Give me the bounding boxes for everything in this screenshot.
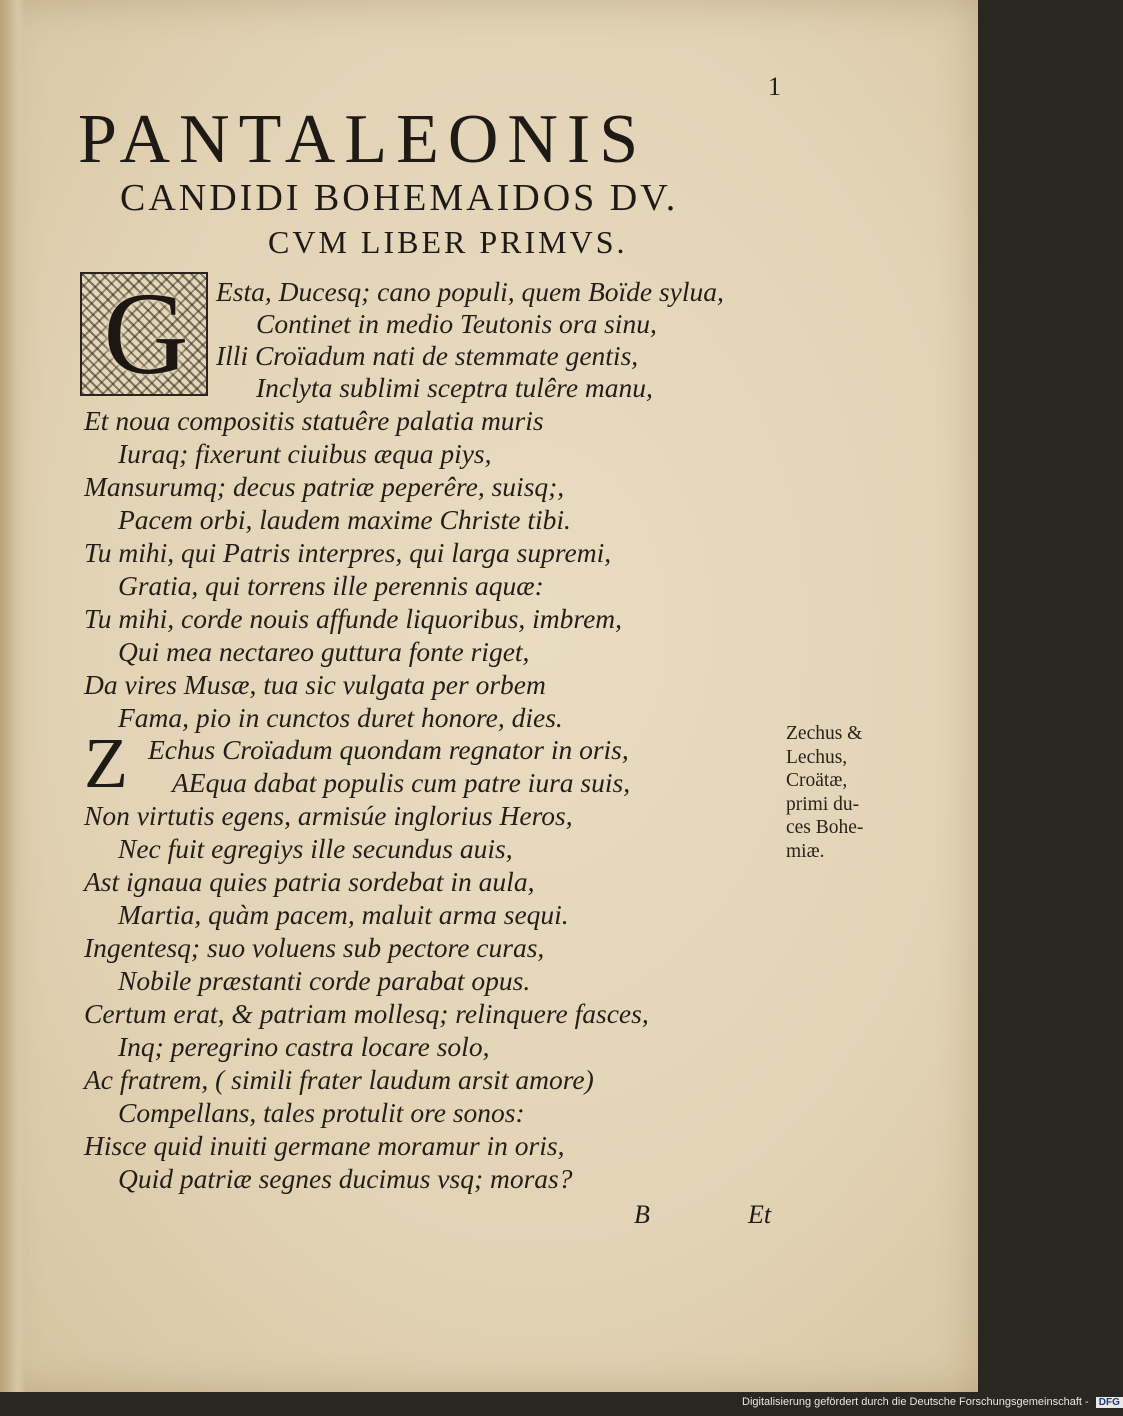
verse-line: Certum erat, & patriam mollesq; relinquere fasces, (84, 998, 649, 1029)
verse-line: Continet in medio Teutonis ora sinu, (256, 308, 657, 339)
margin-note-line: primi du- (786, 793, 860, 815)
verse-line: Tu mihi, corde nouis affunde liquoribus, imbrem, (84, 603, 623, 634)
verse-line: Ac fratrem, ( simili frater laudum arsit amore) (84, 1064, 594, 1095)
margin-note-line: Croätæ, (786, 770, 848, 791)
verse-line: Mansurumq; decus patriæ peperêre, suisq;, (84, 471, 565, 502)
margin-note-line: Lechus, (786, 746, 848, 768)
verse-line: Quid patriæ segnes ducimus vsq; moras? (118, 1163, 573, 1194)
verse-line: Gratia, qui torrens ille perennis aquæ: (118, 570, 544, 601)
verse-line: Et noua compositis statuêre palatia muris (84, 405, 544, 436)
page-binding-edge (0, 0, 26, 1392)
verse-line: Da vires Musæ, tua sic vulgata per orbem (84, 669, 546, 700)
verse-line: Martia, quàm pacem, maluit arma sequi. (118, 899, 569, 930)
verse-line: Fama, pio in cunctos duret honore, dies. (118, 702, 563, 733)
verse-line: Echus Croïadum quondam regnator in oris, (148, 734, 629, 765)
margin-note-line: Zechus & (786, 723, 863, 744)
decorated-initial (80, 268, 208, 399)
catchword: Et (748, 1200, 772, 1229)
verse-line: Ingentesq; suo voluens sub pectore curas, (84, 932, 545, 963)
verse-line: Inclyta sublimi sceptra tulêre manu, (256, 372, 653, 403)
margin-note (786, 722, 896, 863)
verse-line: Non virtutis egens, armisúe inglorius Heros, (84, 800, 573, 831)
title-line-1: PANTALEONIS (78, 101, 648, 178)
verse-line: AEqua dabat populis cum patre iura suis, (172, 767, 631, 798)
section-initial: Z (84, 723, 128, 803)
verse-line: Pacem orbi, laudem maxime Christe tibi. (118, 504, 571, 535)
verse-line: Esta, Ducesq; cano populi, quem Boïde sylua, (216, 276, 724, 307)
verse-line: Inq; peregrino castra locare solo, (118, 1031, 490, 1062)
folio-number: 1 (768, 72, 781, 101)
verse-line: Compellans, tales protulit ore sonos: (118, 1097, 525, 1128)
verse-line: Ast ignaua quies patria sordebat in aula, (84, 866, 535, 897)
dfg-logo: DFG (1096, 1397, 1123, 1408)
verse-line: Iuraq; fixerunt ciuibus æqua piys, (118, 438, 492, 469)
signature-mark: B (634, 1200, 650, 1229)
verse-line: Nobile præstanti corde parabat opus. (118, 965, 531, 996)
verse-line: Nec fuit egregiys ille secundus auis, (118, 833, 513, 864)
verse-line: Tu mihi, qui Patris interpres, qui larga supremi, (84, 537, 612, 568)
margin-note-line: ces Bohe- (786, 817, 864, 838)
title-line-2: CANDIDI BOHEMAIDOS DV. (120, 177, 679, 219)
initial-letter: G (103, 268, 189, 399)
margin-note-line: miæ. (786, 840, 825, 862)
verse-line: Hisce quid inuiti germane moramur in oris, (84, 1130, 565, 1161)
verse-line: Qui mea nectareo guttura fonte riget, (118, 636, 530, 667)
verse-line: Illi Croïadum nati de stemmate gentis, (216, 340, 639, 371)
digitization-footer (742, 1396, 1123, 1408)
footer-text: Digitalisierung gefördert durch die Deutsche Forschungsgemeinschaft - (742, 1396, 1089, 1408)
title-line-3: CVM LIBER PRIMVS. (268, 224, 628, 260)
